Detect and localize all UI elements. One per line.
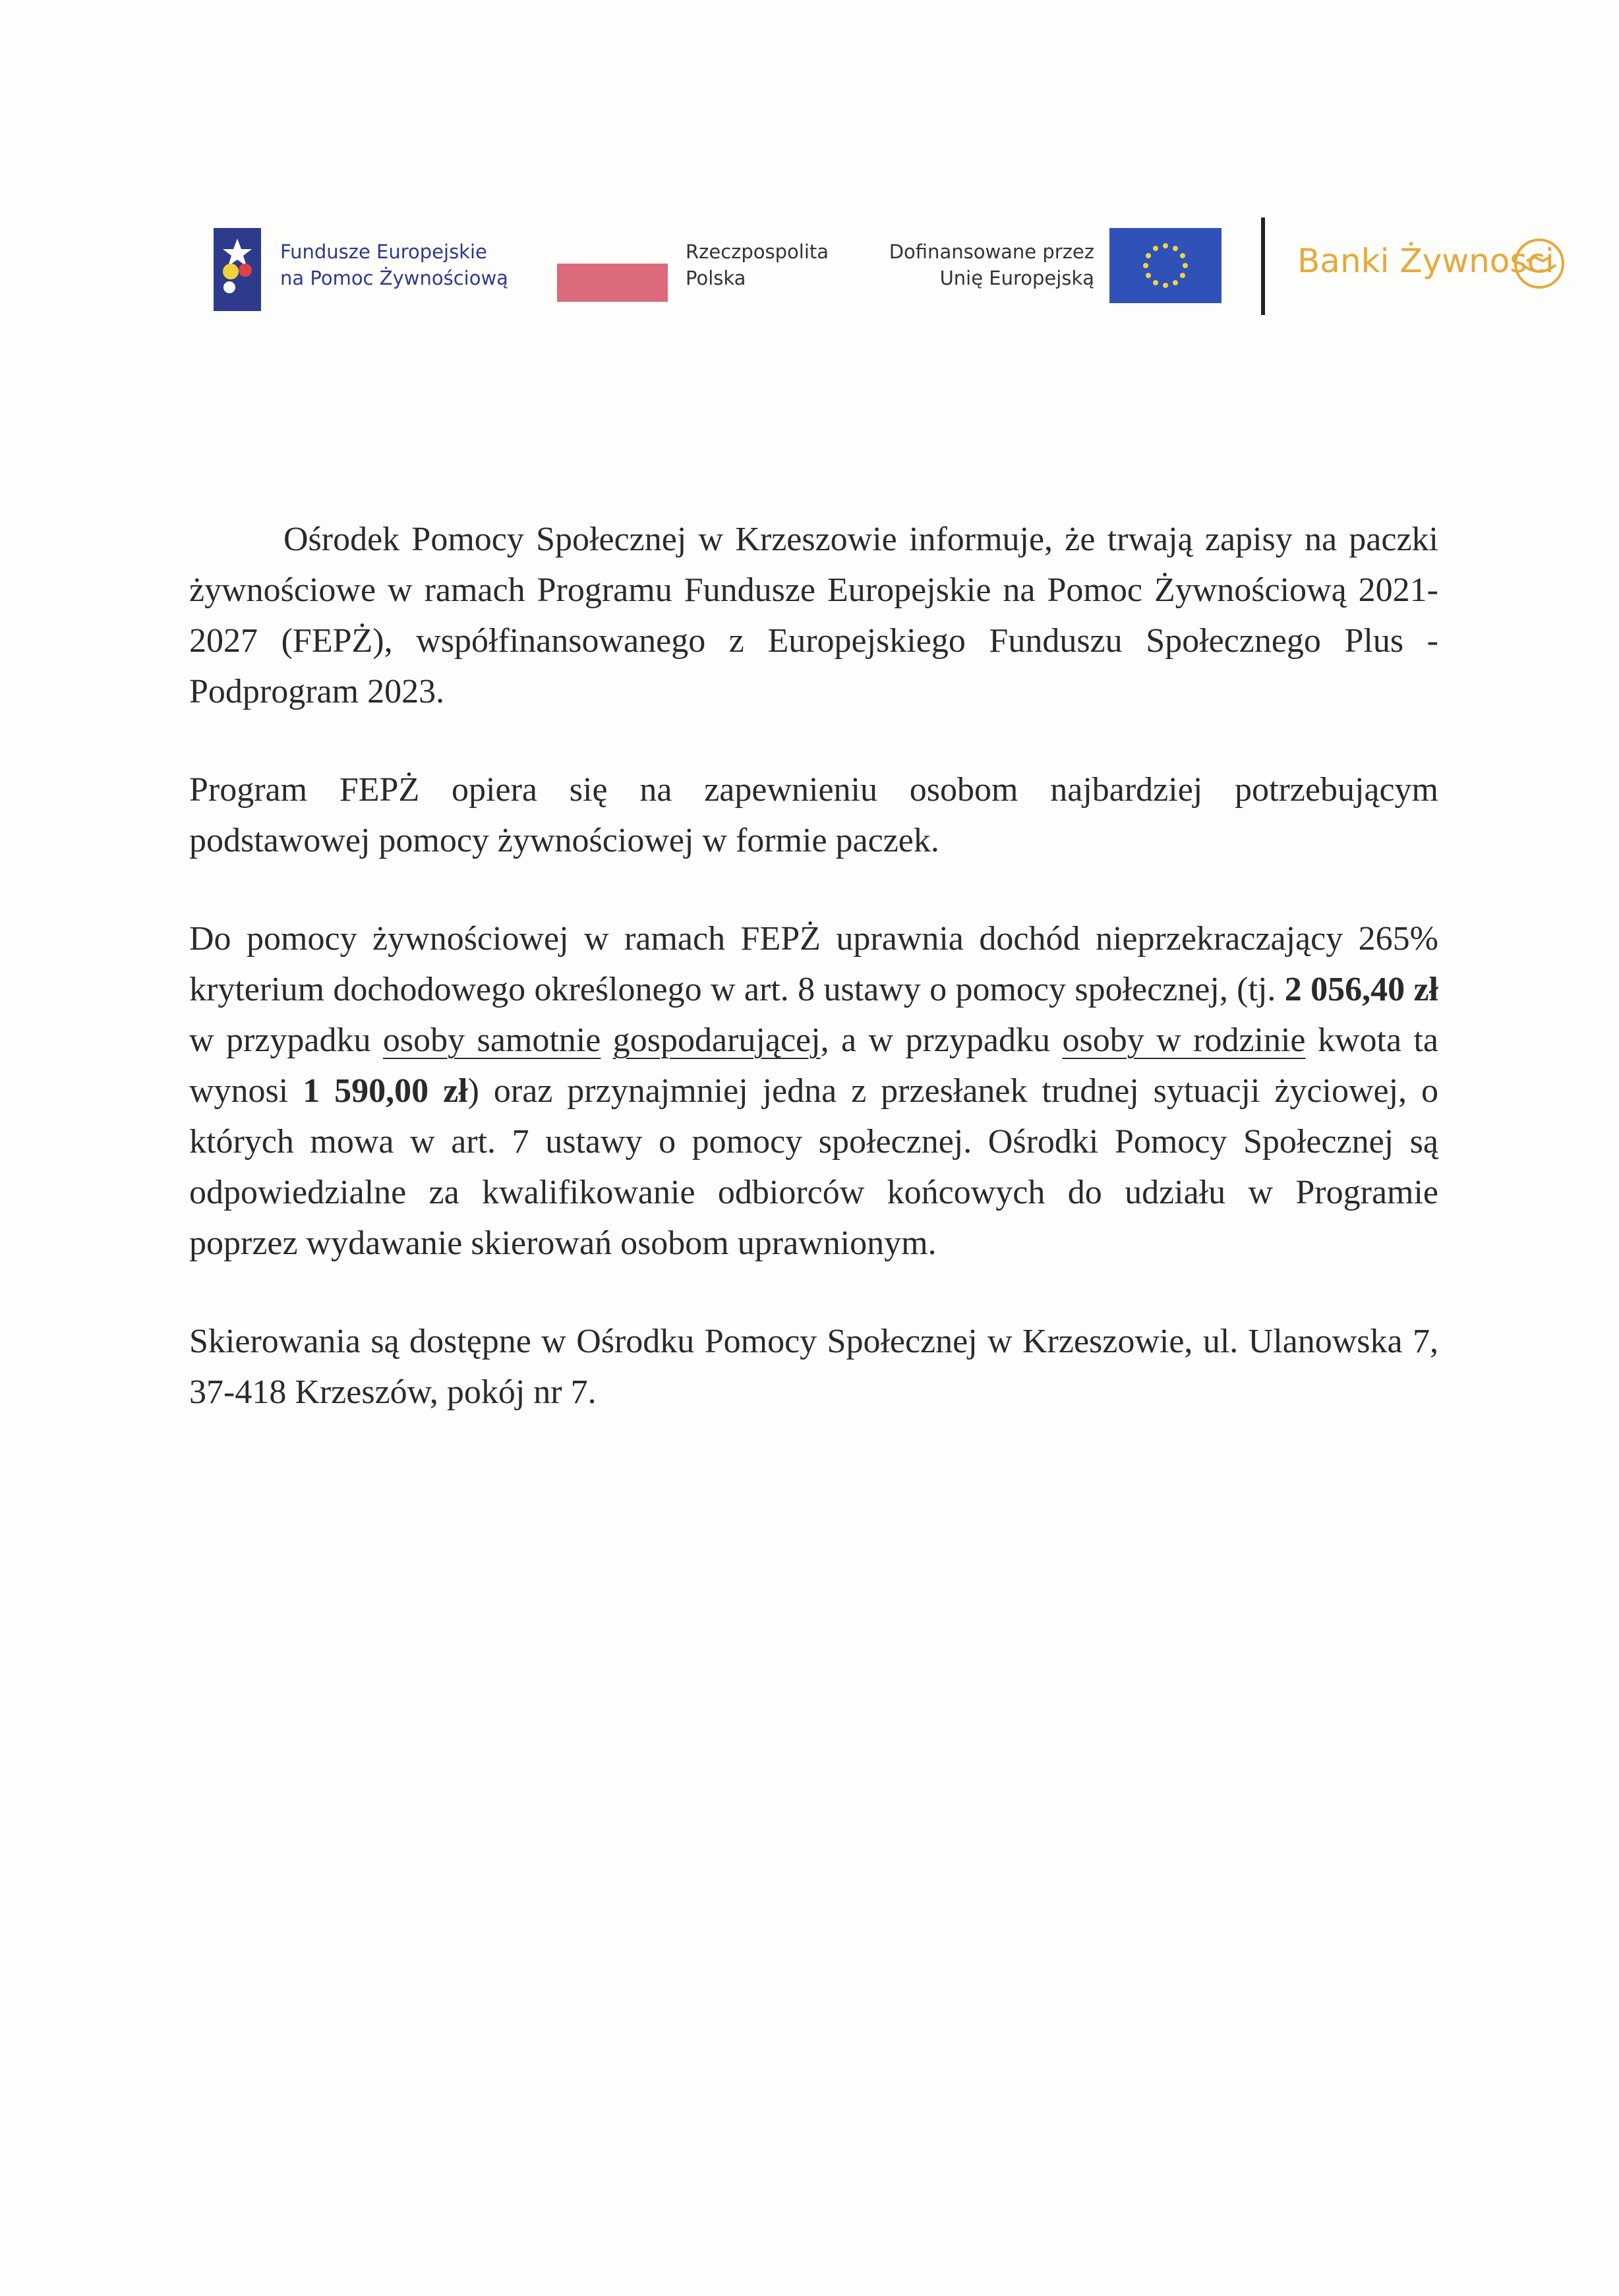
underlined-single-person: osoby samotnie <box>382 1021 601 1059</box>
underlined-family-person: osoby w rodzinie <box>1062 1021 1306 1059</box>
eligibility-text-e: kwota ta wynosi <box>189 1021 1439 1110</box>
polish-flag-icon <box>557 264 668 302</box>
eu-line2: Unię Europejską <box>939 267 1094 289</box>
rp-line2: Polska <box>686 267 746 289</box>
eligibility-text-a: Do pomocy żywnościowej w ramach FEPŻ uprawnia dochód nieprzekraczający 265% kryterium dochodowego określonego w art. 8 ustawy o pomocy społecznej, (tj. <box>189 920 1438 1008</box>
eligibility-text-f: ) oraz przynajmniej jedna z przesłanek trudnej sytuacji życiowej, o których mowa w art. 7 ustawy o pomocy społecznej. Ośrodki Pomocy Społecznej są odpowiedzialne za kwalifikowanie odbiorców końcowych do udziału w Programie poprzez wydawanie skierowań osobom uprawnionym. <box>189 1072 1438 1262</box>
eligibility-text-b: w przypadku <box>189 1021 383 1059</box>
income-threshold-single: 2 056,40 zł <box>1284 971 1438 1008</box>
paragraph-eligibility <box>189 913 1438 1269</box>
fe-logo-line1: Fundusze Europejskie <box>280 241 487 263</box>
eligibility-text-d: , a w przypadku <box>820 1021 1063 1059</box>
rp-logo-text <box>686 239 829 291</box>
paragraph-program: Program FEPŻ opiera się na zapewnieniu osobom najbardziej potrzebującym podstawowej pomocy żywnościowej w formie paczek. <box>189 771 1438 859</box>
logo-divider <box>1261 217 1265 315</box>
paragraph-intro: Ośrodek Pomocy Społecznej w Krzeszowie informuje, że trwają zapisy na paczki żywnościowe w ramach Programu Fundusze Europejskie na Pomoc Żywnościową 2021-2027 (FEPŻ), współfinansowanego z Europejskiego Funduszu Społecznego Plus - Podprogram 2023. <box>189 521 1438 710</box>
banki-zywnosci-logo-icon <box>1510 237 1569 290</box>
logo-header <box>0 0 1619 343</box>
rp-line1: Rzeczpospolita <box>686 241 829 263</box>
underlined-household: gospodarującej <box>612 1021 821 1059</box>
banki-zywnosci-logo-text: Banki Żywności <box>1297 242 1554 280</box>
eligibility-space <box>601 1021 612 1059</box>
fe-logo-line2: na Pomoc Żywnościową <box>280 267 508 289</box>
eu-flag-icon <box>1109 228 1222 303</box>
fe-logo-text <box>280 239 508 291</box>
income-threshold-family: 1 590,00 zł <box>303 1072 468 1110</box>
announcement-body <box>189 514 1438 1465</box>
eu-line1: Dofinansowane przez <box>889 241 1094 263</box>
fundusze-europejskie-logo-icon <box>211 224 264 315</box>
paragraph-referral-location: Skierowania są dostępne w Ośrodku Pomocy Społecznej w Krzeszowie, ul. Ulanowska 7, 37-418 Krzeszów, pokój nr 7. <box>189 1323 1438 1411</box>
eu-cofinancing-text <box>850 239 1094 291</box>
